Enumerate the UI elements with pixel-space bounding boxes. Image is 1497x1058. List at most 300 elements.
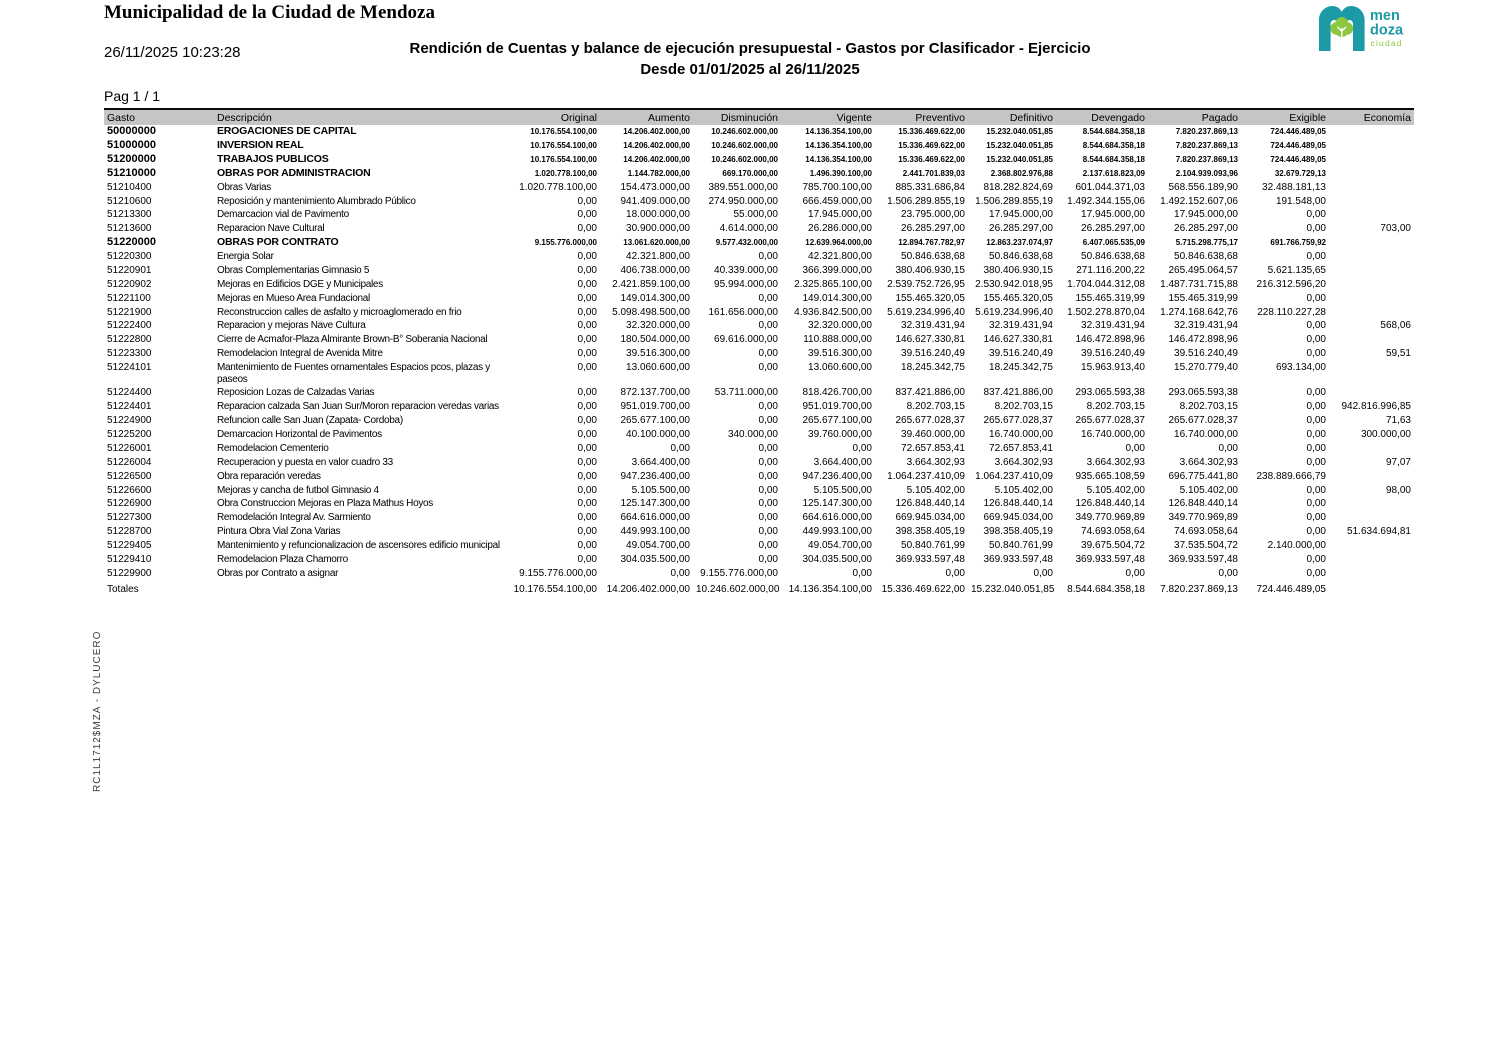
cell-devengado: 8.544.684.358,18 bbox=[1082, 127, 1145, 137]
cell-pagado: 15.270.779,40 bbox=[1174, 362, 1238, 374]
col-original: Original bbox=[506, 109, 600, 125]
gasto-descripcion: Mejoras en Mueso Area Fundacional bbox=[217, 292, 370, 304]
cell-devengado: 39.516.240,49 bbox=[1081, 348, 1145, 360]
gasto-descripcion: Obras Complementarias Gimnasio 5 bbox=[217, 264, 370, 276]
totals-row bbox=[104, 581, 1414, 597]
cell-devengado: 349.770.969,89 bbox=[1075, 512, 1145, 524]
cell-devengado: 5.105.402,00 bbox=[1086, 484, 1145, 496]
gasto-code: 51224400 bbox=[107, 387, 152, 399]
group-row bbox=[104, 125, 1414, 139]
gasto-code: 51220300 bbox=[107, 251, 152, 263]
col-definitivo: Definitivo bbox=[968, 109, 1056, 125]
cell-aumento: 406.738.000,00 bbox=[620, 264, 690, 276]
cell-vigente: 951.019.700,00 bbox=[802, 401, 872, 413]
cell-aumento: 40.100.000,00 bbox=[626, 429, 690, 441]
totals-devengado: 8.544.684.358,18 bbox=[1067, 583, 1145, 595]
cell-economia: 51.634.694,81 bbox=[1347, 526, 1411, 538]
cell-exigible: 0,00 bbox=[1306, 334, 1326, 346]
cell-pagado: 126.848.440,14 bbox=[1168, 498, 1238, 510]
group-row bbox=[104, 167, 1414, 181]
cell-original: 0,00 bbox=[577, 512, 597, 524]
gasto-code: 51229410 bbox=[107, 553, 152, 565]
cell-definitivo: 18.245.342,75 bbox=[989, 362, 1053, 374]
cell-original: 0,00 bbox=[577, 348, 597, 360]
budget-table bbox=[104, 108, 1414, 596]
cell-pagado: 37.535.504,72 bbox=[1174, 540, 1238, 552]
cell-economia bbox=[1329, 497, 1414, 511]
cell-vigente: 666.459.000,00 bbox=[802, 195, 872, 207]
cell-definitivo: 146.627.330,81 bbox=[983, 334, 1053, 346]
cell-pagado: 32.319.431,94 bbox=[1174, 320, 1238, 332]
cell-aumento: 32.320.000,00 bbox=[626, 320, 690, 332]
table-row bbox=[104, 539, 1414, 553]
cell-definitivo: 2.368.802.976,88 bbox=[990, 168, 1053, 178]
table-header bbox=[104, 109, 1414, 125]
cell-definitivo: 1.064.237.410,09 bbox=[975, 470, 1053, 482]
cell-devengado: 26.285.297,00 bbox=[1081, 223, 1145, 235]
table-row bbox=[104, 567, 1414, 581]
cell-definitivo: 15.232.040.051,85 bbox=[986, 141, 1053, 151]
logo-word-bottom: doza bbox=[1370, 22, 1404, 39]
cell-devengado: 126.848.440,14 bbox=[1075, 498, 1145, 510]
cell-aumento: 947.236.400,00 bbox=[620, 470, 690, 482]
totals-disminucion: 10.246.602.000,00 bbox=[696, 583, 780, 595]
cell-preventivo: 18.245.342,75 bbox=[901, 362, 965, 374]
cell-economia bbox=[1329, 553, 1414, 567]
cell-original: 0,00 bbox=[577, 456, 597, 468]
cell-devengado: 0,00 bbox=[1125, 442, 1145, 454]
cell-definitivo: 39.516.240,49 bbox=[989, 348, 1053, 360]
cell-disminucion: 40.339.000,00 bbox=[714, 264, 778, 276]
cell-pagado: 7.820.237.869,13 bbox=[1175, 141, 1238, 151]
cell-vigente: 2.325.865.100,00 bbox=[794, 278, 872, 290]
table-row bbox=[104, 319, 1414, 333]
cell-original: 0,00 bbox=[577, 442, 597, 454]
cell-pagado: 568.556.189,90 bbox=[1168, 181, 1238, 193]
cell-exigible: 5.621.135,65 bbox=[1267, 264, 1326, 276]
table-row bbox=[104, 511, 1414, 525]
cell-economia: 71,63 bbox=[1385, 415, 1411, 427]
gasto-descripcion: Remodelacion Plaza Chamorro bbox=[217, 553, 348, 565]
cell-exigible: 191.548,00 bbox=[1275, 195, 1326, 207]
totals-vigente: 14.136.354.100,00 bbox=[788, 583, 872, 595]
gasto-descripcion: Remodelacion Cementerio bbox=[217, 442, 329, 454]
cell-exigible: 724.446.489,05 bbox=[1270, 154, 1326, 164]
cell-economia bbox=[1329, 194, 1414, 208]
cell-original: 0,00 bbox=[577, 251, 597, 263]
cell-pagado: 17.945.000,00 bbox=[1174, 209, 1238, 221]
cell-preventivo: 15.336.469.622,00 bbox=[898, 154, 965, 164]
cell-exigible: 32.488.181,13 bbox=[1262, 181, 1326, 193]
table-row bbox=[104, 194, 1414, 208]
cell-disminucion: 9.155.776.000,00 bbox=[700, 567, 778, 579]
table-row bbox=[104, 333, 1414, 347]
cell-aumento: 304.035.500,00 bbox=[620, 553, 690, 565]
cell-disminucion: 0,00 bbox=[758, 456, 778, 468]
cell-economia: 703,00 bbox=[1380, 223, 1411, 235]
cell-exigible: 0,00 bbox=[1306, 292, 1326, 304]
cell-exigible: 0,00 bbox=[1306, 429, 1326, 441]
cell-pagado: 0,00 bbox=[1218, 442, 1238, 454]
cell-vigente: 14.136.354.100,00 bbox=[805, 154, 872, 164]
table-row bbox=[104, 553, 1414, 567]
cell-aumento: 14.206.402.000,00 bbox=[623, 154, 690, 164]
cell-aumento: 5.105.500,00 bbox=[631, 484, 690, 496]
cell-economia bbox=[1329, 305, 1414, 319]
cell-aumento: 951.019.700,00 bbox=[620, 401, 690, 413]
cell-devengado: 146.472.898,96 bbox=[1075, 334, 1145, 346]
cell-disminucion: 0,00 bbox=[758, 415, 778, 427]
cell-disminucion: 95.994.000,00 bbox=[714, 278, 778, 290]
gasto-descripcion: Obra reparación veredas bbox=[217, 470, 321, 482]
cell-disminucion: 389.551.000,00 bbox=[708, 181, 778, 193]
gasto-code: 51229900 bbox=[107, 567, 152, 579]
cell-definitivo: 398.358.405,19 bbox=[983, 526, 1053, 538]
cell-aumento: 13.060.600,00 bbox=[626, 362, 690, 374]
cell-original: 0,00 bbox=[577, 306, 597, 318]
cell-aumento: 149.014.300,00 bbox=[620, 292, 690, 304]
cell-exigible: 724.446.489,05 bbox=[1270, 141, 1326, 151]
totals-label: Totales bbox=[107, 583, 139, 595]
cell-original: 0,00 bbox=[577, 223, 597, 235]
cell-disminucion: 53.711.000,00 bbox=[714, 387, 778, 399]
gasto-code: 51224900 bbox=[107, 415, 152, 427]
table-row bbox=[104, 525, 1414, 539]
cell-devengado: 15.963.913,40 bbox=[1081, 362, 1145, 374]
cell-preventivo: 369.933.597,48 bbox=[895, 553, 965, 565]
table-row bbox=[104, 470, 1414, 484]
cell-definitivo: 369.933.597,48 bbox=[983, 553, 1053, 565]
cell-disminucion: 340.000,00 bbox=[727, 429, 778, 441]
gasto-descripcion: Obras por Contrato a asignar bbox=[217, 567, 339, 579]
cell-exigible: 0,00 bbox=[1306, 223, 1326, 235]
group-row bbox=[104, 139, 1414, 153]
cell-original: 0,00 bbox=[577, 470, 597, 482]
cell-exigible: 0,00 bbox=[1306, 567, 1326, 579]
cell-aumento: 180.504.000,00 bbox=[620, 334, 690, 346]
col-gasto: Gasto bbox=[104, 109, 214, 125]
gasto-code: 51222400 bbox=[107, 320, 152, 332]
cell-devengado: 1.704.044.312,08 bbox=[1067, 278, 1145, 290]
cell-exigible: 693.134,00 bbox=[1275, 362, 1326, 374]
cell-original: 0,00 bbox=[577, 320, 597, 332]
table-body bbox=[104, 125, 1414, 581]
cell-original: 0,00 bbox=[577, 264, 597, 276]
table-row bbox=[104, 483, 1414, 497]
col-economia: Economía bbox=[1329, 109, 1414, 125]
cell-preventivo: 2.539.752.726,95 bbox=[887, 278, 965, 290]
cell-pagado: 155.465.319,99 bbox=[1168, 292, 1238, 304]
cell-disminucion: 0,00 bbox=[758, 348, 778, 360]
col-devengado: Devengado bbox=[1056, 109, 1148, 125]
cell-exigible: 0,00 bbox=[1306, 348, 1326, 360]
cell-economia bbox=[1329, 333, 1414, 347]
cell-vigente: 785.700.100,00 bbox=[802, 181, 872, 193]
gasto-code: 51228700 bbox=[107, 526, 152, 538]
cell-devengado: 265.677.028,37 bbox=[1075, 415, 1145, 427]
cell-aumento: 18.000.000,00 bbox=[626, 209, 690, 221]
cell-vigente: 39.516.300,00 bbox=[808, 348, 872, 360]
cell-exigible: 0,00 bbox=[1306, 415, 1326, 427]
cell-preventivo: 885.331.686,84 bbox=[895, 181, 965, 193]
cell-vigente: 5.105.500,00 bbox=[813, 484, 872, 496]
cell-definitivo: 669.945.034,00 bbox=[983, 512, 1053, 524]
cell-disminucion: 0,00 bbox=[758, 251, 778, 263]
gasto-descripcion: Energia Solar bbox=[217, 251, 274, 263]
cell-definitivo: 32.319.431,94 bbox=[989, 320, 1053, 332]
cell-devengado: 0,00 bbox=[1125, 567, 1145, 579]
table-row bbox=[104, 361, 1414, 386]
cell-preventivo: 0,00 bbox=[945, 567, 965, 579]
cell-preventivo: 23.795.000,00 bbox=[901, 209, 965, 221]
cell-preventivo: 12.894.767.782,97 bbox=[898, 238, 965, 248]
table-row bbox=[104, 386, 1414, 400]
gasto-descripcion: Reconstruccion calles de asfalto y microaglomerado en frio bbox=[217, 306, 462, 318]
cell-economia bbox=[1329, 386, 1414, 400]
gasto-code: 51229405 bbox=[107, 540, 152, 552]
cell-vigente: 49.054.700,00 bbox=[808, 540, 872, 552]
table-row bbox=[104, 181, 1414, 195]
cell-definitivo: 5.619.234.996,40 bbox=[975, 306, 1053, 318]
cell-disminucion: 0,00 bbox=[758, 292, 778, 304]
cell-aumento: 14.206.402.000,00 bbox=[623, 141, 690, 151]
cell-aumento: 0,00 bbox=[670, 567, 690, 579]
cell-economia: 98,00 bbox=[1385, 484, 1411, 496]
cell-disminucion: 0,00 bbox=[758, 401, 778, 413]
cell-original: 10.176.554.100,00 bbox=[530, 141, 597, 151]
cell-original: 10.176.554.100,00 bbox=[530, 127, 597, 137]
gasto-descripcion: Mejoras y cancha de futbol Gimnasio 4 bbox=[217, 484, 379, 496]
cell-devengado: 369.933.597,48 bbox=[1075, 553, 1145, 565]
cell-pagado: 146.472.898,96 bbox=[1168, 334, 1238, 346]
cell-devengado: 50.846.638,68 bbox=[1081, 251, 1145, 263]
table-row bbox=[104, 497, 1414, 511]
cell-devengado: 39.675.504,72 bbox=[1081, 540, 1145, 552]
cell-definitivo: 15.232.040.051,85 bbox=[986, 127, 1053, 137]
cell-aumento: 5.098.498.500,00 bbox=[612, 306, 690, 318]
cell-aumento: 39.516.300,00 bbox=[626, 348, 690, 360]
cell-exigible: 0,00 bbox=[1306, 320, 1326, 332]
cell-aumento: 872.137.700,00 bbox=[620, 387, 690, 399]
cell-exigible: 0,00 bbox=[1306, 526, 1326, 538]
gasto-descripcion: Reparacion calzada San Juan Sur/Moron reparacion veredas varias bbox=[217, 401, 499, 413]
cell-pagado: 39.516.240,49 bbox=[1174, 348, 1238, 360]
cell-definitivo: 837.421.886,00 bbox=[983, 387, 1053, 399]
cell-vigente: 32.320.000,00 bbox=[808, 320, 872, 332]
cell-exigible: 0,00 bbox=[1306, 209, 1326, 221]
cell-disminucion: 10.246.602.000,00 bbox=[711, 141, 778, 151]
cell-definitivo: 126.848.440,14 bbox=[983, 498, 1053, 510]
organization-title: Municipalidad de la Ciudad de Mendoza bbox=[104, 2, 435, 23]
cell-pagado: 1.274.168.642,76 bbox=[1160, 306, 1238, 318]
report-side-code: RC1L1712$MZA - DYLUCERO bbox=[92, 630, 103, 792]
gasto-descripcion: Obra Construccion Mejoras en Plaza Mathus Hoyos bbox=[217, 498, 434, 510]
table-row bbox=[104, 414, 1414, 428]
gasto-code: 51221900 bbox=[107, 306, 152, 318]
gasto-descripcion: Mantenimiento de Fuentes ornamentales Espacios pcos, plazas y paseos bbox=[217, 362, 490, 385]
cell-disminucion: 0,00 bbox=[758, 498, 778, 510]
cell-preventivo: 5.105.402,00 bbox=[906, 484, 965, 496]
cell-aumento: 154.473.000,00 bbox=[620, 181, 690, 193]
cell-pagado: 265.495.064,57 bbox=[1168, 264, 1238, 276]
cell-vigente: 818.426.700,00 bbox=[802, 387, 872, 399]
gasto-code: 51210400 bbox=[107, 181, 152, 193]
cell-economia bbox=[1329, 125, 1414, 139]
cell-preventivo: 5.619.234.996,40 bbox=[887, 306, 965, 318]
cell-preventivo: 126.848.440,14 bbox=[895, 498, 965, 510]
cell-economia bbox=[1329, 153, 1414, 167]
cell-definitivo: 380.406.930,15 bbox=[983, 264, 1053, 276]
cell-definitivo: 3.664.302,93 bbox=[994, 456, 1053, 468]
cell-preventivo: 380.406.930,15 bbox=[895, 264, 965, 276]
table-row bbox=[104, 347, 1414, 361]
col-aumento: Aumento bbox=[600, 109, 693, 125]
cell-definitivo: 265.677.028,37 bbox=[983, 415, 1053, 427]
cell-vigente: 39.760.000,00 bbox=[808, 429, 872, 441]
cell-pagado: 3.664.302,93 bbox=[1179, 456, 1238, 468]
cell-vigente: 0,00 bbox=[852, 567, 872, 579]
table-row bbox=[104, 442, 1414, 456]
cell-vigente: 4.936.842.500,00 bbox=[794, 306, 872, 318]
gasto-code: 51221100 bbox=[107, 292, 151, 304]
gasto-code: 51220901 bbox=[107, 264, 152, 276]
gasto-code: 51226600 bbox=[107, 484, 152, 496]
cell-disminucion: 0,00 bbox=[758, 320, 778, 332]
table-footer bbox=[104, 581, 1414, 597]
cell-economia bbox=[1329, 250, 1414, 264]
cell-disminucion: 0,00 bbox=[758, 553, 778, 565]
cell-devengado: 8.202.703,15 bbox=[1086, 401, 1145, 413]
cell-vigente: 3.664.400,00 bbox=[813, 456, 872, 468]
gasto-descripcion: Demarcacion vial de Pavimento bbox=[217, 209, 349, 221]
cell-preventivo: 15.336.469.622,00 bbox=[898, 127, 965, 137]
cell-economia bbox=[1329, 361, 1414, 386]
cell-devengado: 601.044.371,03 bbox=[1075, 181, 1145, 193]
report-title bbox=[300, 38, 1200, 80]
cell-exigible: 216.312.596,20 bbox=[1256, 278, 1326, 290]
table-row bbox=[104, 428, 1414, 442]
totals-pagado: 7.820.237.869,13 bbox=[1160, 583, 1238, 595]
logo-word-top: men bbox=[1370, 8, 1400, 24]
cell-vigente: 664.616.000,00 bbox=[802, 512, 872, 524]
gasto-descripcion: Mejoras en Edificios DGE y Municipales bbox=[217, 278, 383, 290]
cell-pagado: 74.693.058,64 bbox=[1174, 526, 1238, 538]
cell-pagado: 7.820.237.869,13 bbox=[1175, 154, 1238, 164]
cell-aumento: 0,00 bbox=[670, 442, 690, 454]
cell-definitivo: 50.840.761,99 bbox=[989, 540, 1053, 552]
cell-definitivo: 1.506.289.855,19 bbox=[975, 195, 1053, 207]
cell-disminucion: 0,00 bbox=[758, 470, 778, 482]
gasto-descripcion: Pintura Obra Vial Zona Varias bbox=[217, 526, 341, 538]
table-row bbox=[104, 278, 1414, 292]
table-row bbox=[104, 208, 1414, 222]
cell-preventivo: 837.421.886,00 bbox=[895, 387, 965, 399]
cell-exigible: 228.110.227,28 bbox=[1257, 306, 1326, 318]
col-exigible: Exigible bbox=[1241, 109, 1329, 125]
cell-aumento: 449.993.100,00 bbox=[620, 526, 690, 538]
cell-exigible: 0,00 bbox=[1306, 387, 1326, 399]
cell-vigente: 149.014.300,00 bbox=[802, 292, 872, 304]
cell-vigente: 14.136.354.100,00 bbox=[805, 141, 872, 151]
cell-economia bbox=[1329, 264, 1414, 278]
cell-economia bbox=[1329, 539, 1414, 553]
cell-pagado: 293.065.593,38 bbox=[1168, 387, 1238, 399]
gasto-descripcion: Refuncion calle San Juan (Zapata- Cordoba) bbox=[217, 415, 403, 427]
gasto-descripcion: OBRAS POR CONTRATO bbox=[217, 236, 339, 249]
cell-preventivo: 8.202.703,15 bbox=[906, 401, 965, 413]
cell-vigente: 17.945.000,00 bbox=[808, 209, 872, 221]
cell-preventivo: 26.285.297,00 bbox=[901, 223, 965, 235]
cell-definitivo: 155.465.320,05 bbox=[983, 292, 1053, 304]
cell-pagado: 265.677.028,37 bbox=[1168, 415, 1238, 427]
table-row bbox=[104, 456, 1414, 470]
cell-original: 0,00 bbox=[577, 526, 597, 538]
cell-original: 0,00 bbox=[577, 195, 597, 207]
cell-definitivo: 5.105.402,00 bbox=[994, 484, 1053, 496]
mendoza-ciudad-logo bbox=[1316, 3, 1408, 58]
gasto-code: 51220000 bbox=[107, 236, 156, 249]
cell-vigente: 110.888.000,00 bbox=[803, 334, 872, 346]
cell-pagado: 2.104.939.093,96 bbox=[1175, 168, 1238, 178]
gasto-code: 51226001 bbox=[107, 442, 152, 454]
gasto-code: 51220902 bbox=[107, 278, 152, 290]
cell-pagado: 1.487.731.715,88 bbox=[1160, 278, 1238, 290]
cell-devengado: 2.137.618.823,09 bbox=[1082, 168, 1145, 178]
cell-preventivo: 155.465.320,05 bbox=[895, 292, 965, 304]
cell-vigente: 947.236.400,00 bbox=[802, 470, 872, 482]
table-row bbox=[104, 400, 1414, 414]
cell-aumento: 42.321.800,00 bbox=[626, 251, 690, 263]
cell-disminucion: 669.170.000,00 bbox=[722, 168, 778, 178]
cell-economia bbox=[1329, 181, 1414, 195]
table-row bbox=[104, 292, 1414, 306]
cell-disminucion: 0,00 bbox=[758, 362, 778, 374]
cell-economia bbox=[1329, 167, 1414, 181]
cell-preventivo: 398.358.405,19 bbox=[895, 526, 965, 538]
gasto-code: 51000000 bbox=[107, 139, 156, 152]
cell-original: 0,00 bbox=[577, 415, 597, 427]
gasto-code: 51210000 bbox=[107, 166, 156, 179]
gasto-code: 51200000 bbox=[107, 152, 156, 165]
cell-preventivo: 15.336.469.622,00 bbox=[898, 141, 965, 151]
cell-definitivo: 0,00 bbox=[1033, 567, 1053, 579]
cell-preventivo: 2.441.701.839,03 bbox=[902, 168, 965, 178]
cell-devengado: 6.407.065.535,09 bbox=[1082, 238, 1145, 248]
cell-exigible: 0,00 bbox=[1306, 512, 1326, 524]
totals-definitivo: 15.232.040.051,85 bbox=[971, 583, 1055, 595]
gasto-code: 51227300 bbox=[107, 512, 152, 524]
cell-economia bbox=[1329, 442, 1414, 456]
cell-economia: 568,06 bbox=[1380, 320, 1411, 332]
cell-aumento: 30.900.000,00 bbox=[626, 223, 690, 235]
gasto-code: 51226500 bbox=[107, 470, 152, 482]
cell-preventivo: 39.460.000,00 bbox=[901, 429, 965, 441]
gasto-descripcion: Obras Varias bbox=[217, 181, 272, 193]
col-vigente: Vigente bbox=[781, 109, 875, 125]
gasto-descripcion: Recuperacion y puesta en valor cuadro 33 bbox=[217, 456, 393, 468]
gasto-descripcion: OBRAS POR ADMINISTRACION bbox=[217, 166, 371, 179]
cell-preventivo: 1.064.237.410,09 bbox=[887, 470, 965, 482]
cell-devengado: 3.664.302,93 bbox=[1086, 456, 1145, 468]
totals-aumento: 14.206.402.000,00 bbox=[606, 583, 690, 595]
cell-devengado: 155.465.319,99 bbox=[1075, 292, 1145, 304]
cell-aumento: 664.616.000,00 bbox=[620, 512, 690, 524]
report-title-line1: Rendición de Cuentas y balance de ejecución presupuestal - Gastos por Clasificador - Ejercicio bbox=[409, 40, 1091, 57]
cell-exigible: 0,00 bbox=[1306, 553, 1326, 565]
gasto-descripcion: Reposicion Lozas de Calzadas Varias bbox=[217, 387, 375, 399]
cell-preventivo: 39.516.240,49 bbox=[901, 348, 965, 360]
cell-disminucion: 274.950.000,00 bbox=[708, 195, 778, 207]
